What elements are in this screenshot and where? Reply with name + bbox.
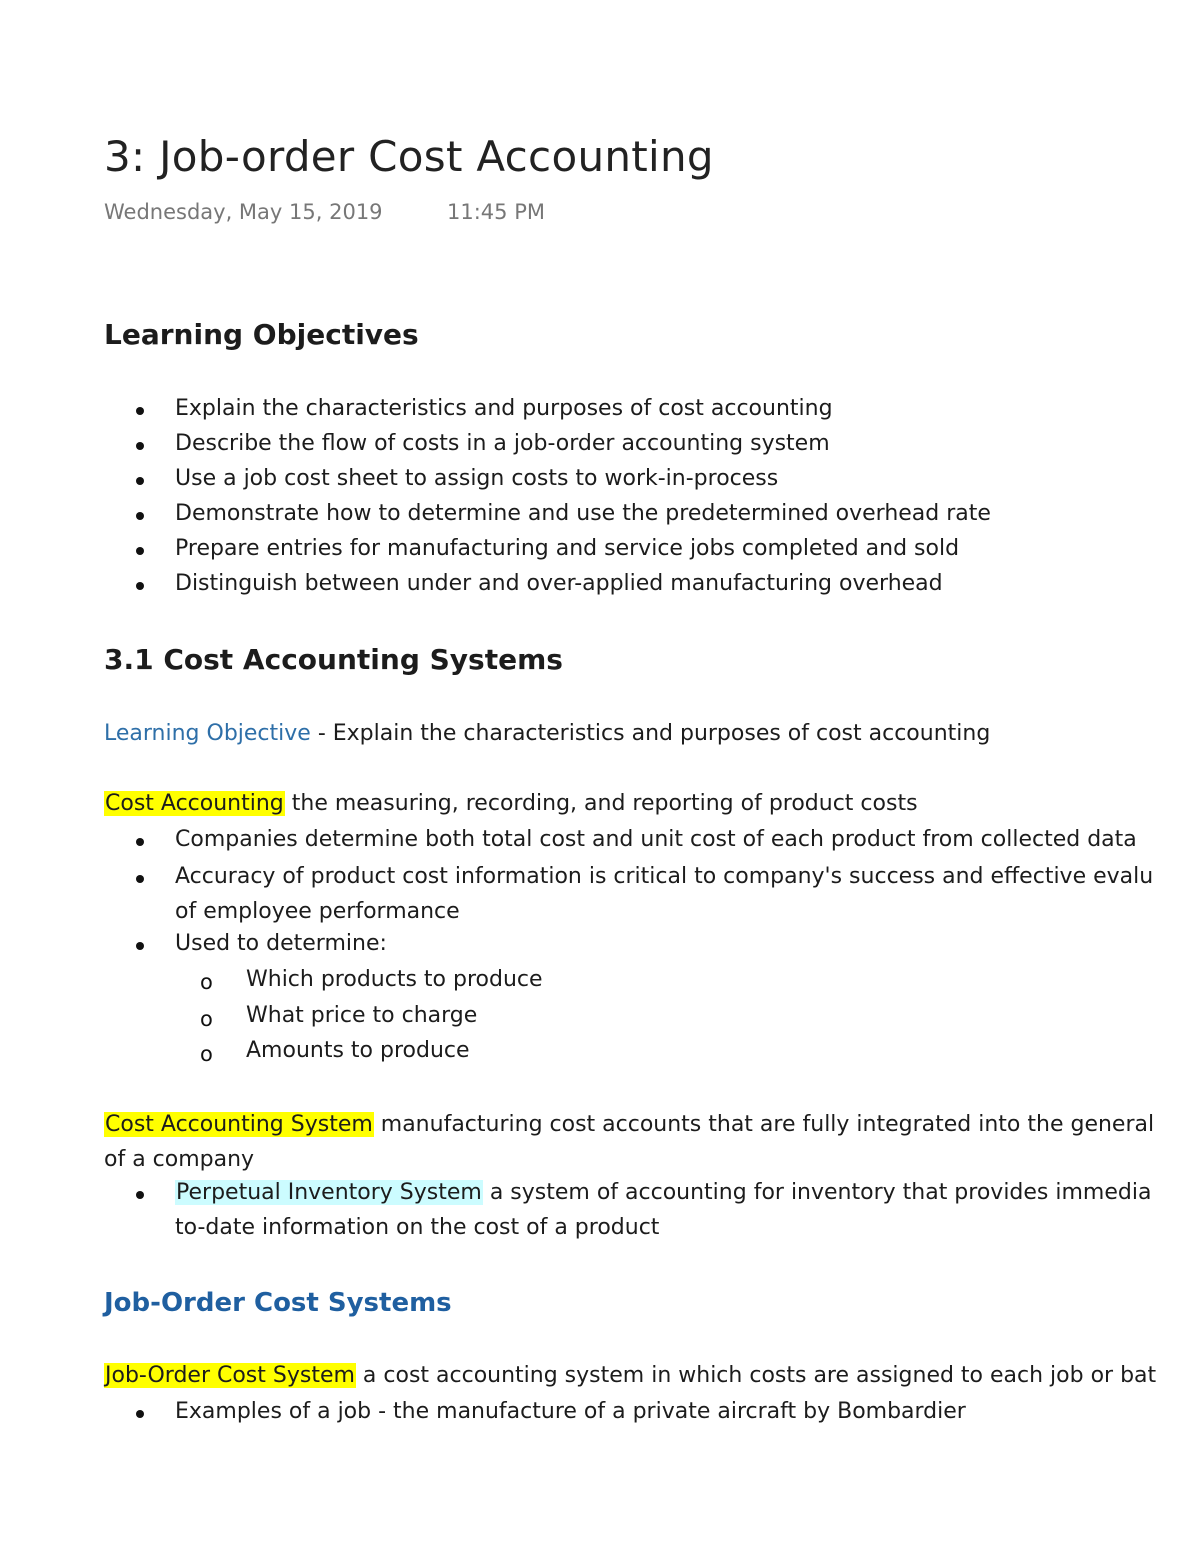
- sub-list-item-text: What price to charge: [246, 1003, 478, 1028]
- term-highlight: Cost Accounting System: [105, 1112, 373, 1137]
- cost-accounting-definition: [104, 791, 918, 816]
- bullet-icon: [136, 512, 144, 520]
- list-item-text: Explain the characteristics and purposes of cost accounting: [175, 396, 833, 421]
- definition-text-cont: of a company: [104, 1147, 255, 1172]
- bullet-icon: [136, 477, 144, 485]
- learning-objectives-heading: Learning Objectives: [104, 318, 419, 351]
- hollow-bullet-icon: o: [200, 970, 213, 994]
- job-order-heading: Job-Order Cost Systems: [104, 1288, 452, 1318]
- bullet-icon: [136, 407, 144, 415]
- list-item-text: Examples of a job - the manufacture of a private aircraft by Bombardier: [175, 1399, 966, 1424]
- perpetual-inventory-line: [175, 1180, 1151, 1205]
- definition-text-cont: to-date information on the cost of a product: [175, 1215, 660, 1240]
- bullet-icon: [136, 582, 144, 590]
- term-highlight: Perpetual Inventory System: [176, 1180, 482, 1205]
- list-item-text: Use a job cost sheet to assign costs to work-in-process: [175, 466, 779, 491]
- job-order-definition: [104, 1363, 1156, 1388]
- term-highlight: Job-Order Cost System: [105, 1363, 355, 1388]
- learning-objective-line: [104, 721, 990, 746]
- definition-text: a cost accounting system in which costs are assigned to each job or bat: [355, 1363, 1157, 1388]
- page-title: 3: Job-order Cost Accounting: [104, 132, 714, 181]
- bullet-icon: [136, 1410, 144, 1418]
- list-item-text: Demonstrate how to determine and use the predetermined overhead rate: [175, 501, 991, 526]
- list-item-text: Prepare entries for manufacturing and service jobs completed and sold: [175, 536, 960, 561]
- definition-text: a system of accounting for inventory that provides immedia: [482, 1180, 1152, 1205]
- list-item-text: Distinguish between under and over-applied manufacturing overhead: [175, 571, 943, 596]
- definition-text: manufacturing cost accounts that are fully integrated into the general: [373, 1112, 1155, 1137]
- bullet-icon: [136, 442, 144, 450]
- list-item-text: Accuracy of product cost information is critical to company's success and effective evalu: [175, 864, 1154, 889]
- term-highlight: Cost Accounting: [105, 791, 284, 816]
- page-date: Wednesday, May 15, 2019: [104, 200, 383, 224]
- bullet-icon: [136, 838, 144, 846]
- sub-list-item-text: Which products to produce: [246, 967, 543, 992]
- cost-accounting-system-definition: [104, 1112, 1154, 1137]
- bullet-icon: [136, 875, 144, 883]
- section-3-1-heading: 3.1 Cost Accounting Systems: [104, 643, 563, 676]
- learning-objective-text: - Explain the characteristics and purposes of cost accounting: [310, 721, 991, 746]
- bullet-icon: [136, 1191, 144, 1199]
- hollow-bullet-icon: o: [200, 1042, 213, 1066]
- list-item-text: Used to determine:: [175, 931, 387, 956]
- page-time: 11:45 PM: [447, 200, 545, 224]
- bullet-icon: [136, 942, 144, 950]
- learning-objective-label: Learning Objective: [104, 721, 311, 746]
- bullet-icon: [136, 547, 144, 555]
- definition-text: the measuring, recording, and reporting of product costs: [284, 791, 918, 816]
- list-item-text-cont: of employee performance: [175, 899, 460, 924]
- list-item-text: Describe the flow of costs in a job-order accounting system: [175, 431, 830, 456]
- list-item-text: Companies determine both total cost and unit cost of each product from collected data: [175, 827, 1137, 852]
- sub-list-item-text: Amounts to produce: [246, 1038, 470, 1063]
- hollow-bullet-icon: o: [200, 1007, 213, 1031]
